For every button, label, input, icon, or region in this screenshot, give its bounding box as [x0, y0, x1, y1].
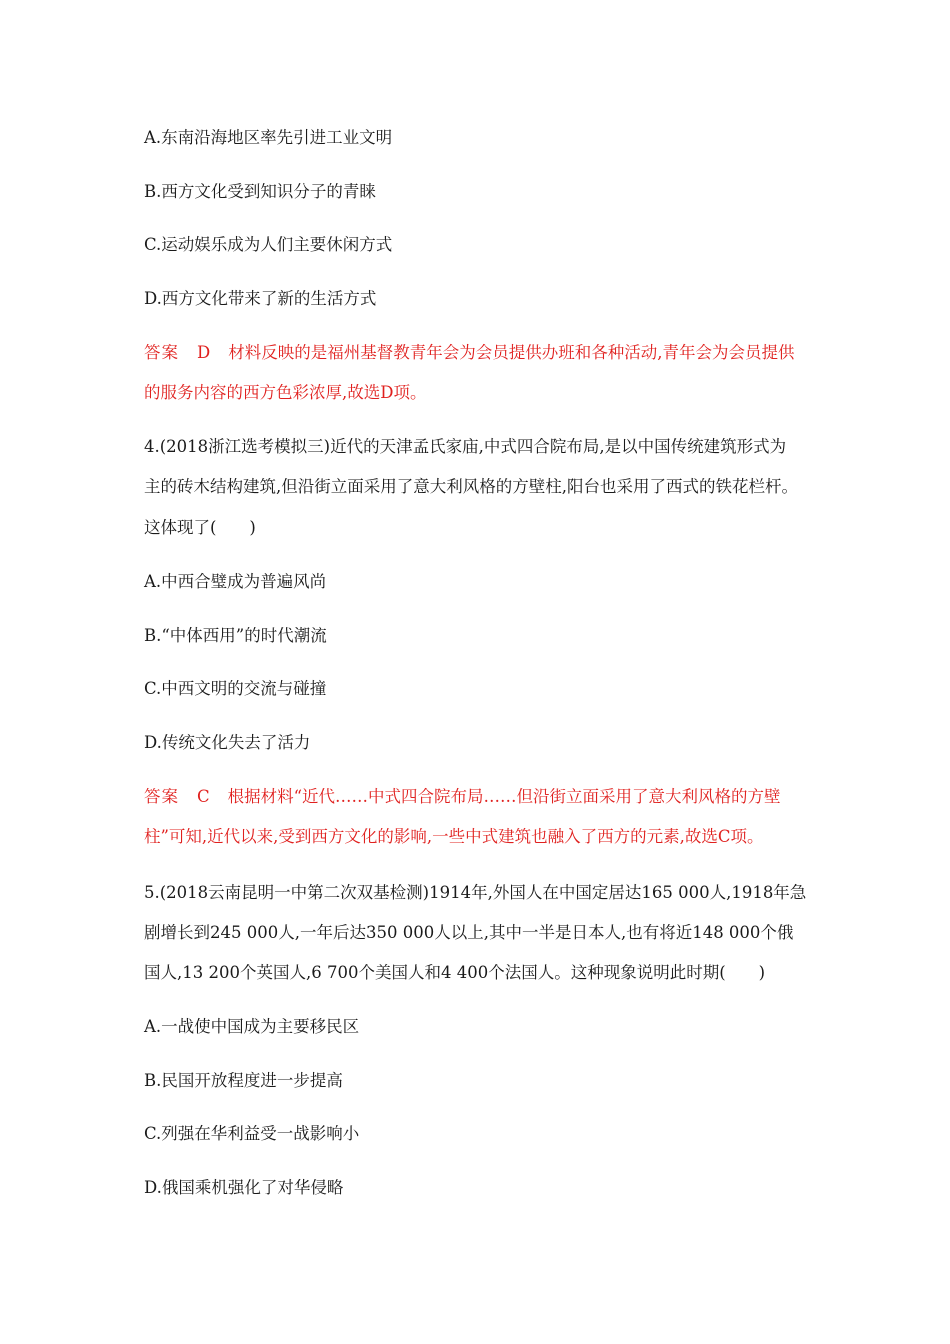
q5-option-d: D.俄国乘机强化了对华侵略: [144, 1178, 344, 1197]
q3-option-d: D.西方文化带来了新的生活方式: [144, 289, 377, 308]
q5-stem-line-2: 剧增长到245 000人,一年后达350 000人以上,其中一半是日本人,也有将近148 000个俄: [144, 923, 794, 942]
q3-option-b: B.西方文化受到知识分子的青睐: [144, 182, 376, 201]
q3-option-c: C.运动娱乐成为人们主要休闲方式: [144, 235, 393, 254]
q3-option-a: A.东南沿海地区率先引进工业文明: [144, 128, 393, 147]
q5-stem-line-1: 5.(2018云南昆明一中第二次双基检测)1914年,外国人在中国定居达165 000人,1918年急: [144, 883, 807, 902]
q4-stem-line-1: 4.(2018浙江选考模拟三)近代的天津孟氏家庙,中式四合院布局,是以中国传统建筑形式为: [144, 437, 787, 456]
q4-option-d: D.传统文化失去了活力: [144, 733, 311, 752]
q4-answer-text-2: 柱”可知,近代以来,受到西方文化的影响,一些中式建筑也融入了西方的元素,故选C项。: [144, 827, 764, 846]
q4-option-c: C.中西文明的交流与碰撞: [144, 679, 327, 698]
q3-answer-label: 答案: [144, 343, 179, 362]
q5-option-c: C.列强在华利益受一战影响小: [144, 1124, 360, 1143]
q4-answer-label: 答案: [144, 787, 179, 806]
q4-stem-line-2: 主的砖木结构建筑,但沿街立面采用了意大利风格的方壁柱,阳台也采用了西式的铁花栏杆。: [144, 477, 798, 496]
q3-answer-line-1: [144, 343, 794, 363]
q3-answer-choice: D: [197, 343, 211, 362]
q4-stem-line-3: 这体现了( ): [144, 518, 256, 537]
q5-stem-line-3: 国人,13 200个英国人,6 700个美国人和4 400个法国人。这种现象说明此时期( ): [144, 963, 766, 982]
q5-option-b: B.民国开放程度进一步提高: [144, 1071, 343, 1090]
q3-answer-text-1: 材料反映的是福州基督教青年会为会员提供办班和各种活动,青年会为会员提供: [228, 343, 795, 362]
q4-answer-choice: C: [197, 787, 210, 806]
q4-option-a: A.中西合璧成为普遍风尚: [144, 572, 327, 591]
q4-answer-text-1: 根据材料“近代……中式四合院布局……但沿街立面采用了意大利风格的方壁: [227, 787, 781, 806]
q4-option-b: B.“中体西用”的时代潮流: [144, 626, 327, 645]
q5-option-a: A.一战使中国成为主要移民区: [144, 1017, 360, 1036]
q3-answer-text-2: 的服务内容的西方色彩浓厚,故选D项。: [144, 383, 427, 402]
q4-answer-line-1: [144, 787, 781, 807]
